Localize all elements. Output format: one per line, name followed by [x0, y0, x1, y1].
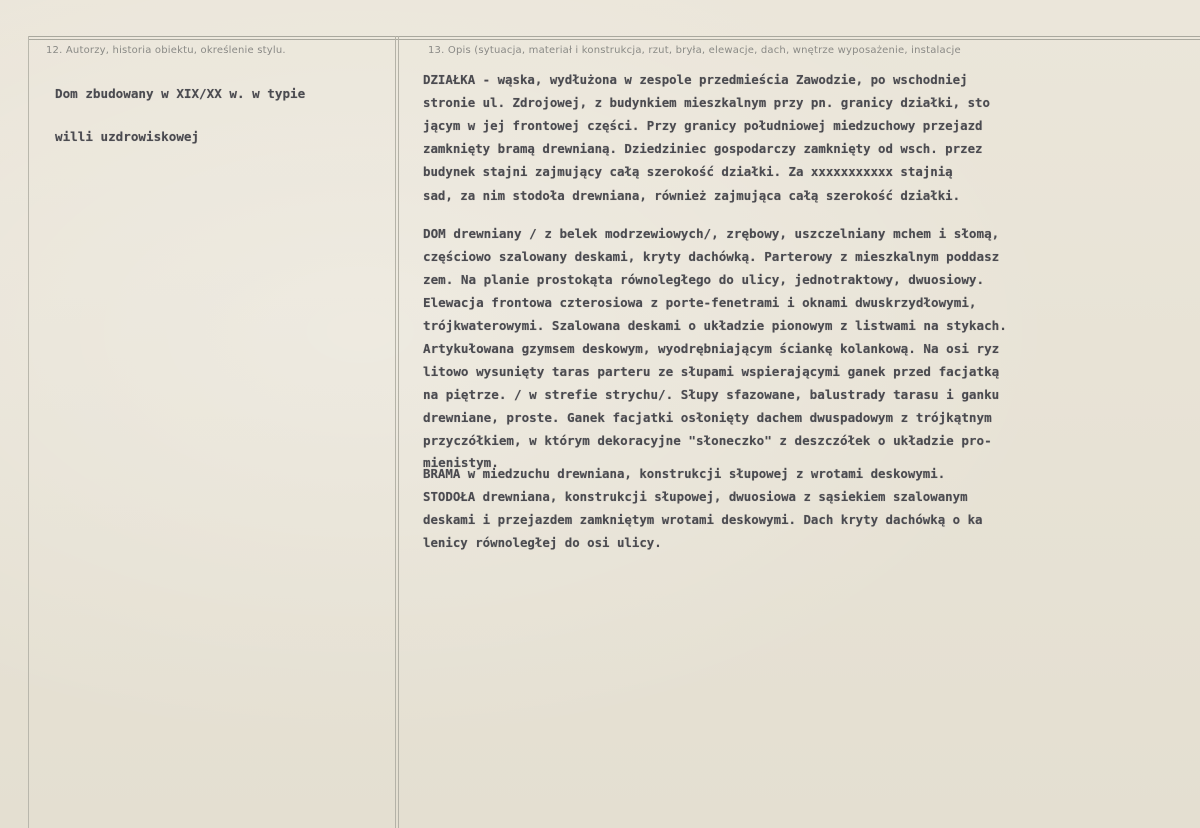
description-line: przyczółkiem, w którym dekoracyjne "słoneczko" z deszczółek o układzie pro-	[423, 433, 992, 448]
header-rule-inner	[28, 39, 1200, 40]
description-line: BRAMA w miedzuchu drewniana, konstrukcji słupowej z wrotami deskowymi.	[423, 466, 946, 481]
history-line-2: willi uzdrowiskowej	[55, 129, 200, 144]
description-line: zem. Na planie prostokąta równoległego do ulicy, jednotraktowy, dwuosiowy.	[423, 272, 985, 287]
description-line: lenicy równoległej do osi ulicy.	[423, 535, 662, 550]
description-line: Elewacja frontowa czterosiowa z porte-fenetrami i oknami dwuskrzydłowymi,	[423, 295, 977, 310]
description-line: częściowo szalowany deskami, kryty dachówką. Parterowy z mieszkalnym poddasz	[423, 249, 1000, 264]
description-line: litowo wysunięty taras parteru ze słupami wspierającymi ganek przed facjatką	[423, 364, 1000, 379]
description-line: mienistym.	[423, 455, 499, 470]
description-line: drewniane, proste. Ganek facjatki osłonięty dachem dwuspadowym z trójkątnym	[423, 410, 992, 425]
description-line: na piętrze. / w strefie strychu/. Słupy sfazowane, balustrady tarasu i ganku	[423, 387, 1000, 402]
column-divider	[395, 36, 396, 828]
description-line: DZIAŁKA - wąska, wydłużona w zespole przedmieścia Zawodzie, po wschodniej	[423, 72, 968, 87]
description-line: zamknięty bramą drewnianą. Dziedziniec gospodarczy zamknięty od wsch. przez	[423, 141, 983, 156]
header-rule	[28, 36, 1200, 37]
field-13-header: 13. Opis (sytuacja, materiał i konstrukcja, rzut, bryła, elewacje, dach, wnętrze wyposażenie, instalacje	[428, 45, 961, 56]
field-12-header: 12. Autorzy, historia obiektu, określenie stylu.	[46, 45, 286, 56]
column-divider-inner	[398, 36, 399, 828]
description-line: DOM drewniany / z belek modrzewiowych/, zrębowy, uszczelniany mchem i słomą,	[423, 226, 1000, 241]
description-line: jącym w jej frontowej części. Przy granicy południowej miedzuchowy przejazd	[423, 118, 983, 133]
left-margin-line	[28, 36, 29, 828]
history-line-1: Dom zbudowany w XIX/XX w. w typie	[55, 86, 306, 101]
description-line: trójkwaterowymi. Szalowana deskami o układzie pionowym z listwami na stykach.	[423, 318, 1007, 333]
description-line: sad, za nim stodoła drewniana, również zajmująca całą szerokość działki.	[423, 188, 961, 203]
description-line: Artykułowana gzymsem deskowym, wyodrębniającym ściankę kolankową. Na osi ryz	[423, 341, 1000, 356]
description-line: deskami i przejazdem zamkniętym wrotami deskowymi. Dach kryty dachówką o ka	[423, 512, 983, 527]
description-line: budynek stajni zajmujący całą szerokość działki. Za xxxxxxxxxxx stajnią	[423, 164, 953, 179]
description-line: STODOŁA drewniana, konstrukcji słupowej, dwuosiowa z sąsiekiem szalowanym	[423, 489, 968, 504]
description-line: stronie ul. Zdrojowej, z budynkiem mieszkalnym przy pn. granicy działki, sto	[423, 95, 990, 110]
